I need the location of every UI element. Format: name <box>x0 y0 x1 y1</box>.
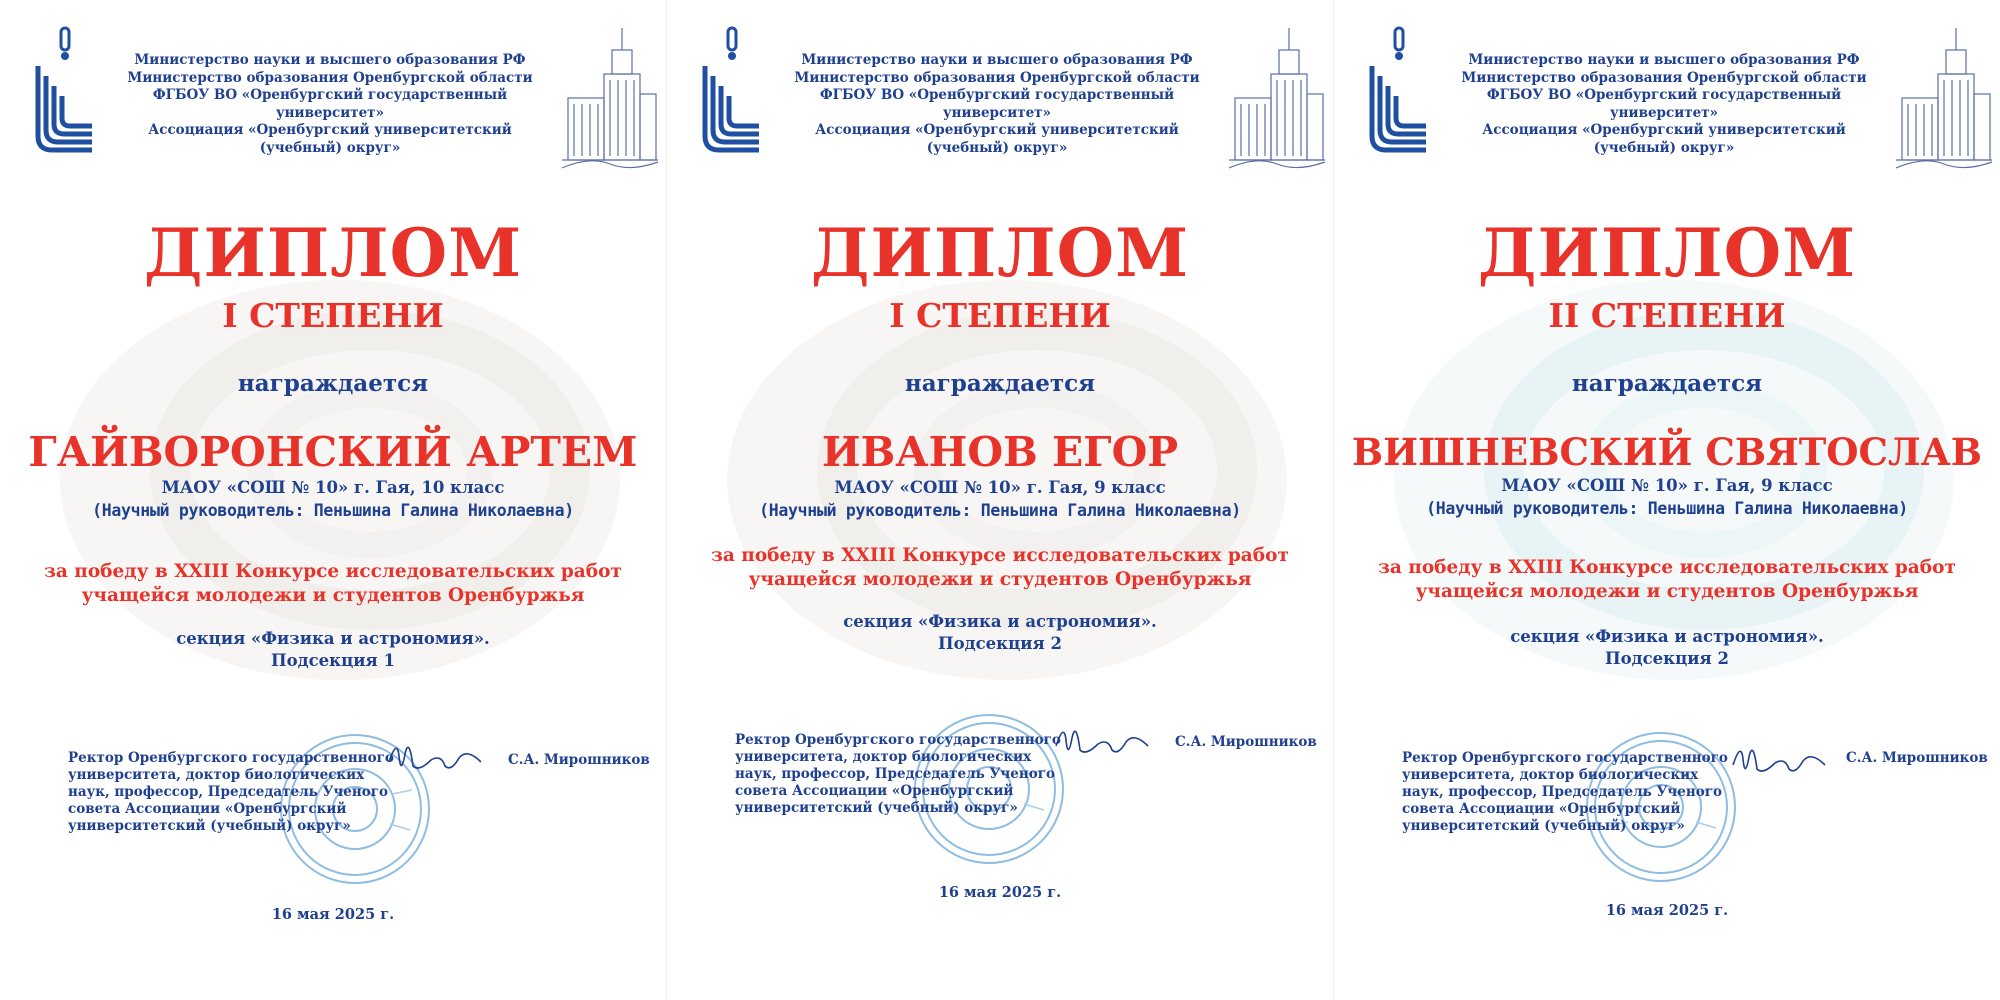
awarded-label: награждается <box>904 370 1096 397</box>
header-line: Министерство образования Оренбургской области <box>794 69 1200 86</box>
header-line: ФГБОУ ВО «Оренбургский государственный университет» <box>152 87 508 121</box>
section-info <box>0 628 666 672</box>
rector-name: С.А. Мирошников <box>508 752 650 768</box>
diploma-title: ДИПЛОМ <box>143 214 523 292</box>
header-line: Министерство науки и высшего образования РФ <box>801 52 1193 68</box>
rector-name: С.А. Мирошников <box>1175 734 1317 750</box>
issue-date: 16 мая 2025 г. <box>938 884 1062 901</box>
issue-date: 16 мая 2025 г. <box>271 906 395 923</box>
header-line: ФГБОУ ВО «Оренбургский государственный университет» <box>819 87 1175 121</box>
rector-name: С.А. Мирошников <box>1846 750 1988 766</box>
award-reason-line: учащейся молодежи и студентов Оренбуржья <box>1415 581 1919 602</box>
award-reason <box>0 560 666 608</box>
diploma-degree: I СТЕПЕНИ <box>222 296 444 335</box>
awarded-label: награждается <box>237 370 429 397</box>
rector-title <box>735 732 1065 817</box>
rector-title-line: совета Ассоциации «Оренбургский <box>68 801 347 817</box>
rector-title-line: университетский (учебный) округ» <box>68 818 351 834</box>
rector-title-line: наук, профессор, Председатель Ученого <box>735 766 1056 782</box>
school-info: МАОУ «СОШ № 10» г. Гая, 9 класс <box>834 478 1166 497</box>
award-reason-line: за победу в XXIII Конкурсе исследовательских работ <box>711 545 1289 566</box>
rector-title-line: Ректор Оренбургского государственного <box>68 750 394 766</box>
diploma-title: ДИПЛОМ <box>1477 214 1857 292</box>
recipient-name: ВИШНЕВСКИЙ СВЯТОСЛАВ <box>1351 430 1983 474</box>
subsection-line: Подсекция 2 <box>1605 649 1729 668</box>
section-info <box>1334 626 2000 670</box>
award-reason-line: учащейся молодежи и студентов Оренбуржья <box>748 569 1252 590</box>
recipient-name: ГАЙВОРОНСКИЙ АРТЕМ <box>28 428 638 476</box>
award-reason-line: за победу в XXIII Конкурсе исследовательских работ <box>1378 557 1956 578</box>
rector-title-line: университетский (учебный) округ» <box>735 800 1018 816</box>
issuer-header <box>110 52 550 157</box>
award-reason-line: учащейся молодежи и студентов Оренбуржья <box>81 585 585 606</box>
rector-title-line: университетский (учебный) округ» <box>1402 818 1685 834</box>
rector-title-line: университета, доктор биологических <box>68 767 365 783</box>
award-reason <box>667 544 1333 592</box>
school-info: МАОУ «СОШ № 10» г. Гая, 9 класс <box>1501 476 1833 495</box>
subsection-line: Подсекция 2 <box>938 634 1062 653</box>
section-info <box>667 611 1333 655</box>
university-building-icon <box>560 24 660 174</box>
issue-date: 16 мая 2025 г. <box>1605 902 1729 919</box>
header-line: ФГБОУ ВО «Оренбургский государственный университет» <box>1486 87 1842 121</box>
issuer-header <box>1444 52 1884 157</box>
university-building-icon <box>1227 24 1327 174</box>
supervisor-info: (Научный руководитель: Пеньшина Галина Николаевна) <box>759 501 1241 520</box>
school-info: МАОУ «СОШ № 10» г. Гая, 10 класс <box>161 478 505 497</box>
diploma-sheet-3 <box>1334 0 2000 1000</box>
header-line: Ассоциация «Оренбургский университетский (учебный) округ» <box>815 122 1179 156</box>
recipient-name: ИВАНОВ ЕГОР <box>821 428 1179 476</box>
rector-signature <box>385 732 495 780</box>
section-line: секция «Физика и астрономия». <box>843 612 1157 631</box>
header-line: Ассоциация «Оренбургский университетский (учебный) округ» <box>1482 122 1846 156</box>
header-line: Министерство науки и высшего образования РФ <box>1468 52 1860 68</box>
rector-title-line: наук, профессор, Председатель Ученого <box>1402 784 1723 800</box>
award-reason-line: за победу в XXIII Конкурсе исследовательских работ <box>44 561 622 582</box>
issuer-header <box>777 52 1217 157</box>
rector-title <box>68 750 398 835</box>
rector-title-line: университета, доктор биологических <box>1402 767 1699 783</box>
rector-title-line: университета, доктор биологических <box>735 749 1032 765</box>
diploma-sheet-1 <box>0 0 666 1000</box>
rector-title-line: совета Ассоциации «Оренбургский <box>735 783 1014 799</box>
award-reason <box>1334 556 2000 604</box>
diploma-title: ДИПЛОМ <box>810 214 1190 292</box>
university-logo-icon <box>1368 26 1430 166</box>
header-line: Министерство образования Оренбургской области <box>1461 69 1867 86</box>
rector-title-line: Ректор Оренбургского государственного <box>735 732 1061 748</box>
diploma-degree: I СТЕПЕНИ <box>889 296 1111 335</box>
rector-signature <box>1052 716 1162 764</box>
subsection-line: Подсекция 1 <box>271 651 395 670</box>
university-logo-icon <box>701 26 763 166</box>
section-line: секция «Физика и астрономия». <box>176 629 490 648</box>
supervisor-info: (Научный руководитель: Пеньшина Галина Николаевна) <box>1426 499 1908 518</box>
supervisor-info: (Научный руководитель: Пеньшина Галина Николаевна) <box>92 501 574 520</box>
rector-title-line: Ректор Оренбургского государственного <box>1402 750 1728 766</box>
section-line: секция «Физика и астрономия». <box>1510 627 1824 646</box>
header-line: Министерство образования Оренбургской области <box>127 69 533 86</box>
header-line: Министерство науки и высшего образования РФ <box>134 52 526 68</box>
diploma-sheet-2 <box>667 0 1333 1000</box>
rector-title-line: совета Ассоциации «Оренбургский <box>1402 801 1681 817</box>
university-logo-icon <box>34 26 96 166</box>
rector-title <box>1402 750 1732 835</box>
rector-title-line: наук, профессор, Председатель Ученого <box>68 784 389 800</box>
header-line: Ассоциация «Оренбургский университетский (учебный) округ» <box>148 122 512 156</box>
awarded-label: награждается <box>1571 370 1763 397</box>
diploma-degree: II СТЕПЕНИ <box>1548 296 1786 335</box>
university-building-icon <box>1894 24 1994 174</box>
rector-signature <box>1729 735 1839 783</box>
